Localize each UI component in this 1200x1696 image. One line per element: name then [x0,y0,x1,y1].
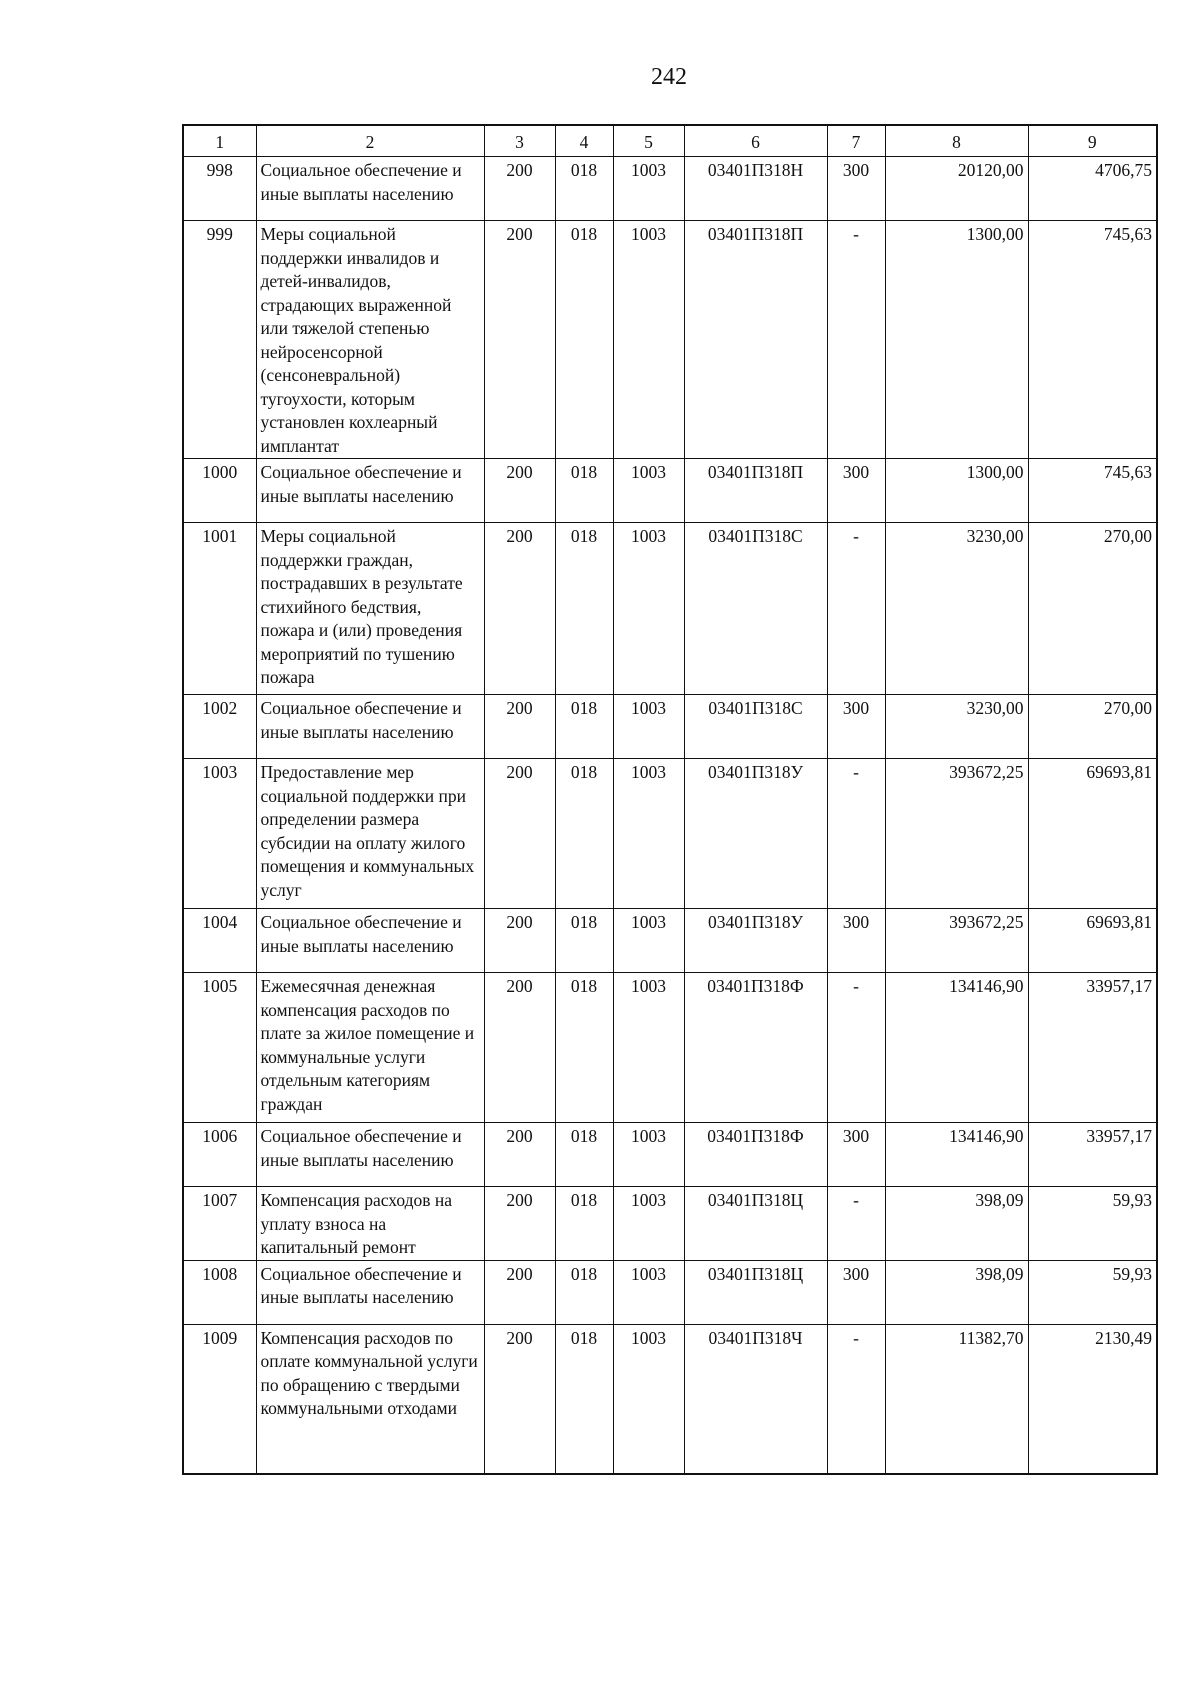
code-3-cell: 200 [484,221,555,459]
row-number-cell: 1003 [183,759,256,909]
code-5-cell: 1003 [613,1123,684,1187]
code-3-cell: 200 [484,523,555,695]
code-3-cell: 200 [484,973,555,1123]
row-number-cell: 1001 [183,523,256,695]
code-4-cell: 018 [555,221,613,459]
target-article-cell: 03401П318У [684,759,827,909]
column-header: 5 [613,125,684,157]
target-article-cell: 03401П318Ц [684,1260,827,1324]
page-number: 242 [651,64,687,90]
amount-9-cell: 270,00 [1028,523,1157,695]
expense-type-cell: - [827,523,885,695]
target-article-cell: 03401П318П [684,221,827,459]
code-3-cell: 200 [484,1187,555,1261]
expense-type-cell: - [827,221,885,459]
amount-9-cell: 59,93 [1028,1187,1157,1261]
column-header: 2 [256,125,484,157]
table-body [183,157,1157,1475]
target-article-cell: 03401П318С [684,695,827,759]
code-4-cell: 018 [555,157,613,221]
code-3-cell: 200 [484,1123,555,1187]
code-4-cell: 018 [555,909,613,973]
amount-9-cell: 745,63 [1028,459,1157,523]
code-3-cell: 200 [484,909,555,973]
table-row [183,695,1157,759]
row-number-cell: 998 [183,157,256,221]
expense-type-cell: 300 [827,157,885,221]
item-name-cell: Ежемесячная денежная компенсация расходов по плате за жилое помещение и коммунальные услуги отдельным категориям граждан [256,973,484,1123]
item-name-cell: Компенсация расходов на уплату взноса на капитальный ремонт [256,1187,484,1261]
row-number-cell: 1006 [183,1123,256,1187]
code-3-cell: 200 [484,459,555,523]
table-row [183,1187,1157,1261]
target-article-cell: 03401П318У [684,909,827,973]
item-name-cell: Социальное обеспечение и иные выплаты населению [256,1260,484,1324]
amount-8-cell: 1300,00 [885,459,1028,523]
item-name-cell: Компенсация расходов по оплате коммунальной услуги по обращению с твердыми коммунальными отходами [256,1324,484,1474]
expense-type-cell: 300 [827,459,885,523]
table-row [183,973,1157,1123]
expense-type-cell: - [827,1324,885,1474]
row-number-cell: 1008 [183,1260,256,1324]
target-article-cell: 03401П318Ч [684,1324,827,1474]
code-4-cell: 018 [555,459,613,523]
budget-table [182,124,1158,1475]
amount-8-cell: 11382,70 [885,1324,1028,1474]
target-article-cell: 03401П318Ц [684,1187,827,1261]
item-name-cell: Социальное обеспечение и иные выплаты населению [256,695,484,759]
amount-8-cell: 3230,00 [885,523,1028,695]
amount-8-cell: 398,09 [885,1260,1028,1324]
row-number-cell: 1005 [183,973,256,1123]
expense-type-cell: 300 [827,1123,885,1187]
code-5-cell: 1003 [613,459,684,523]
amount-9-cell: 33957,17 [1028,1123,1157,1187]
target-article-cell: 03401П318Н [684,157,827,221]
code-4-cell: 018 [555,1187,613,1261]
row-number-cell: 999 [183,221,256,459]
target-article-cell: 03401П318Ф [684,973,827,1123]
amount-8-cell: 134146,90 [885,973,1028,1123]
amount-9-cell: 33957,17 [1028,973,1157,1123]
amount-8-cell: 398,09 [885,1187,1028,1261]
amount-9-cell: 4706,75 [1028,157,1157,221]
amount-9-cell: 745,63 [1028,221,1157,459]
code-5-cell: 1003 [613,695,684,759]
code-5-cell: 1003 [613,1260,684,1324]
amount-9-cell: 2130,49 [1028,1324,1157,1474]
expense-type-cell: 300 [827,1260,885,1324]
header-row [183,125,1157,157]
table-row [183,459,1157,523]
code-5-cell: 1003 [613,221,684,459]
amount-9-cell: 270,00 [1028,695,1157,759]
code-5-cell: 1003 [613,909,684,973]
amount-9-cell: 59,93 [1028,1260,1157,1324]
amount-8-cell: 393672,25 [885,759,1028,909]
amount-8-cell: 20120,00 [885,157,1028,221]
item-name-cell: Меры социальной поддержки граждан, пострадавших в результате стихийного бедствия, пожара и (или) проведения мероприятий по тушению пожара [256,523,484,695]
row-number-cell: 1002 [183,695,256,759]
column-header: 4 [555,125,613,157]
row-number-cell: 1007 [183,1187,256,1261]
code-3-cell: 200 [484,695,555,759]
amount-8-cell: 1300,00 [885,221,1028,459]
code-3-cell: 200 [484,759,555,909]
target-article-cell: 03401П318С [684,523,827,695]
item-name-cell: Социальное обеспечение и иные выплаты населению [256,157,484,221]
code-5-cell: 1003 [613,157,684,221]
code-3-cell: 200 [484,1260,555,1324]
table-row [183,759,1157,909]
column-header: 1 [183,125,256,157]
expense-type-cell: 300 [827,695,885,759]
amount-8-cell: 393672,25 [885,909,1028,973]
column-header: 6 [684,125,827,157]
target-article-cell: 03401П318Ф [684,1123,827,1187]
table-row [183,1123,1157,1187]
code-4-cell: 018 [555,523,613,695]
code-5-cell: 1003 [613,1324,684,1474]
amount-9-cell: 69693,81 [1028,909,1157,973]
row-number-cell: 1004 [183,909,256,973]
code-5-cell: 1003 [613,973,684,1123]
code-3-cell: 200 [484,157,555,221]
expense-type-cell: 300 [827,909,885,973]
column-header: 8 [885,125,1028,157]
code-4-cell: 018 [555,695,613,759]
target-article-cell: 03401П318П [684,459,827,523]
code-4-cell: 018 [555,1260,613,1324]
row-number-cell: 1009 [183,1324,256,1474]
code-4-cell: 018 [555,1324,613,1474]
item-name-cell: Социальное обеспечение и иные выплаты населению [256,1123,484,1187]
column-header: 3 [484,125,555,157]
item-name-cell: Предоставление мер социальной поддержки при определении размера субсидии на оплату жилого помещения и коммунальных услуг [256,759,484,909]
item-name-cell: Меры социальной поддержки инвалидов и детей-инвалидов, страдающих выраженной или тяжелой степенью нейросенсорной (сенсоневральной) тугоухости, которым установлен кохлеарный имплантат [256,221,484,459]
expense-type-cell: - [827,973,885,1123]
table-row [183,221,1157,459]
table-row [183,1260,1157,1324]
amount-8-cell: 134146,90 [885,1123,1028,1187]
amount-9-cell: 69693,81 [1028,759,1157,909]
code-5-cell: 1003 [613,1187,684,1261]
expense-type-cell: - [827,1187,885,1261]
table-row [183,157,1157,221]
code-4-cell: 018 [555,759,613,909]
table-row [183,909,1157,973]
table-row [183,523,1157,695]
table-row [183,1324,1157,1474]
expense-type-cell: - [827,759,885,909]
item-name-cell: Социальное обеспечение и иные выплаты населению [256,459,484,523]
row-number-cell: 1000 [183,459,256,523]
code-5-cell: 1003 [613,523,684,695]
code-4-cell: 018 [555,1123,613,1187]
item-name-cell: Социальное обеспечение и иные выплаты населению [256,909,484,973]
column-header: 9 [1028,125,1157,157]
column-header: 7 [827,125,885,157]
code-3-cell: 200 [484,1324,555,1474]
code-5-cell: 1003 [613,759,684,909]
code-4-cell: 018 [555,973,613,1123]
amount-8-cell: 3230,00 [885,695,1028,759]
